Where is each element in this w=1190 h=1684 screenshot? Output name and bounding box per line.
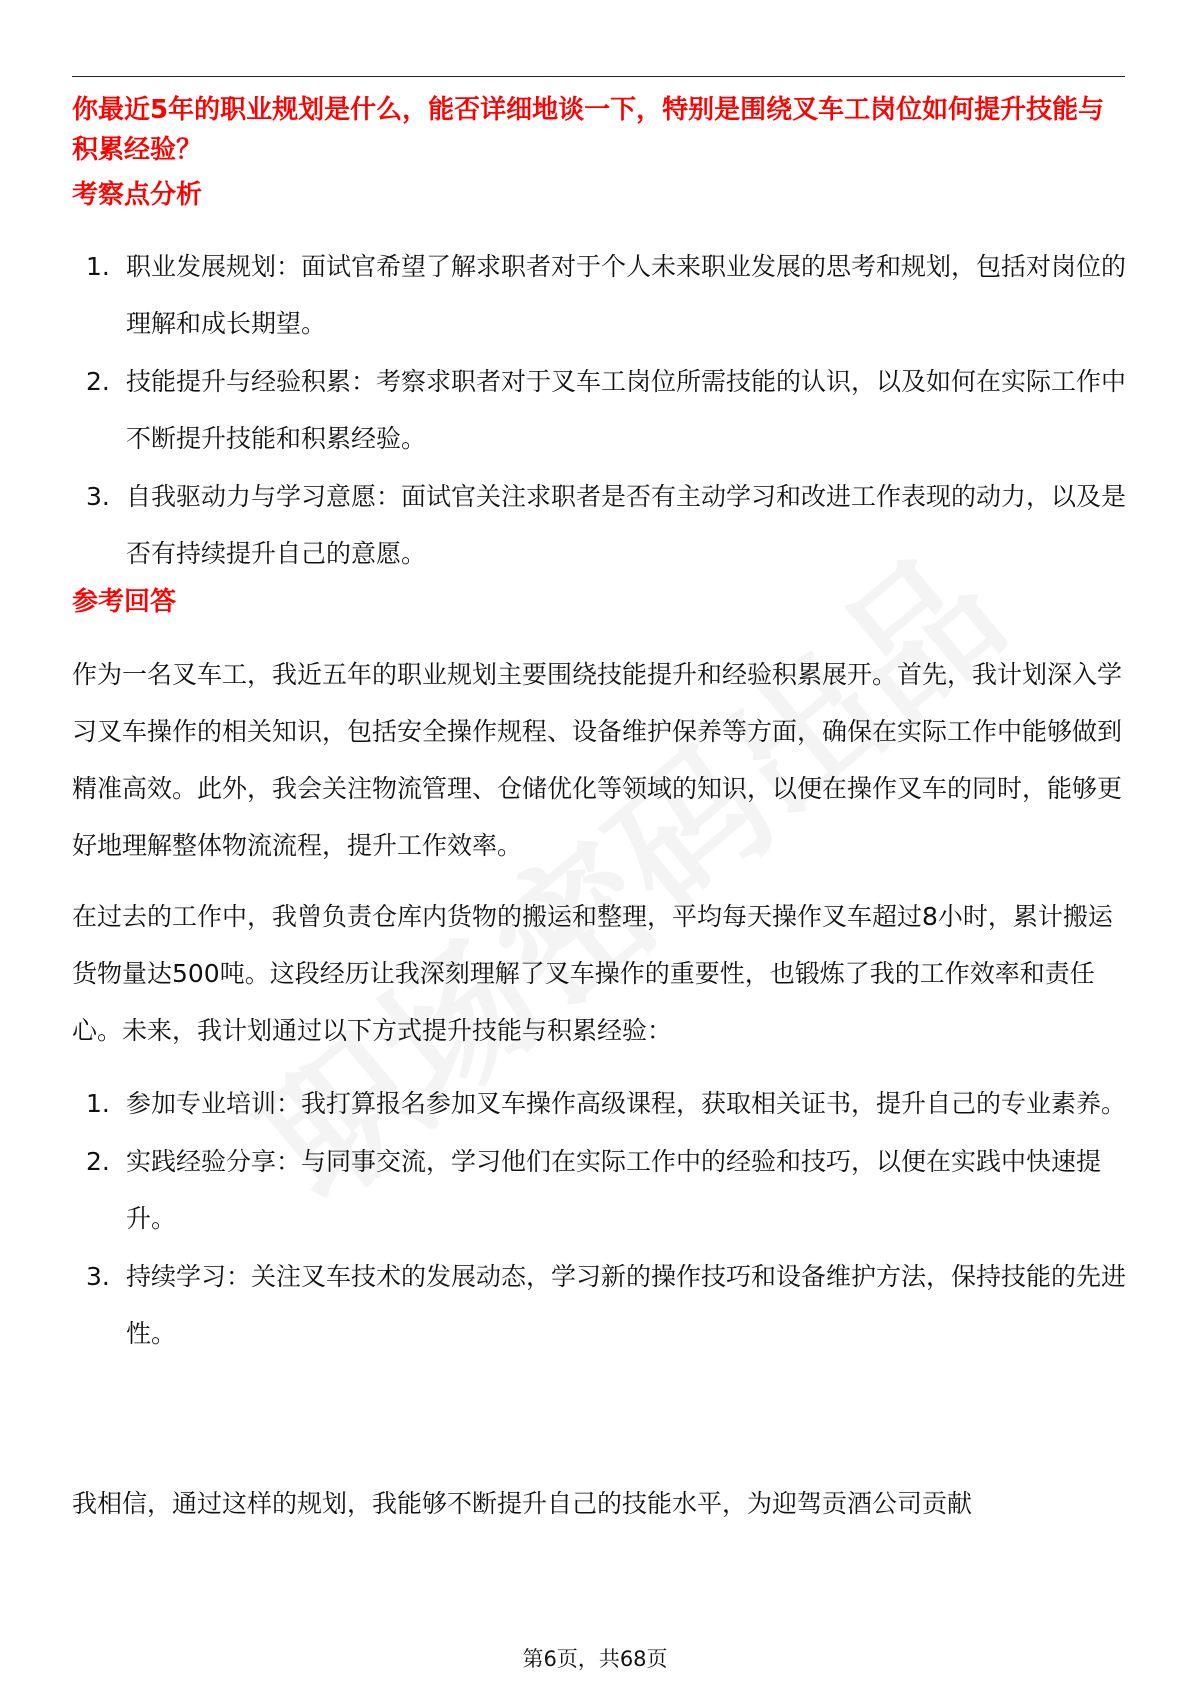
list-number: 3. xyxy=(86,1262,110,1291)
answer-paragraph-1: 作为一名叉车工，我近五年的职业规划主要围绕技能提升和经验积累展开。首先，我计划深入学习叉车操作的相关知识，包括安全操作规程、设备维护保养等方面，确保在实际工作中能够做到精准高效。此外，我会关注物流管理、仓储优化等领域的知识，以便在操作叉车的同时，能够更好地理解整体物流流程，提升工作效率。 xyxy=(72,660,1123,860)
list-number: 1. xyxy=(86,252,110,281)
list-item-text: 实践经验分享：与同事交流，学习他们在实际工作中的经验和技巧，以便在实践中快速提升。 xyxy=(126,1147,1102,1233)
list-item xyxy=(72,1133,1132,1247)
list-item-text: 参加专业培训：我打算报名参加叉车操作高级课程，获取相关证书，提升自己的专业素养。 xyxy=(126,1089,1127,1118)
analysis-heading: 考察点分析 xyxy=(72,180,203,210)
answer-paragraph-2: 在过去的工作中，我曾负责仓库内货物的搬运和整理，平均每天操作叉车超过8小时，累计搬运货物量达500吨。这段经历让我深刻理解了叉车操作的重要性，也锻炼了我的工作效率和责任心。未来，我计划通过以下方式提升技能与积累经验： xyxy=(72,902,1113,1045)
list-item-text: 技能提升与经验积累：考察求职者对于叉车工岗位所需技能的认识，以及如何在实际工作中不断提升技能和积累经验。 xyxy=(126,367,1127,453)
list-item xyxy=(72,468,1132,582)
question-title: 你最近5年的职业规划是什么，能否详细地谈一下，特别是围绕叉车工岗位如何提升技能与积累经验？ xyxy=(72,95,1105,165)
answer-paragraph-3: 我相信，通过这样的规划，我能够不断提升自己的技能水平，为迎驾贡酒公司贡献 xyxy=(72,1489,973,1518)
list-item-text: 持续学习：关注叉车技术的发展动态，学习新的操作技巧和设备维护方法，保持技能的先进性。 xyxy=(126,1262,1127,1348)
list-item-text: 职业发展规划：面试官希望了解求职者对于个人未来职业发展的思考和规划，包括对岗位的理解和成长期望。 xyxy=(126,252,1127,338)
top-divider xyxy=(72,76,1125,77)
list-number: 2. xyxy=(86,1147,110,1176)
list-item xyxy=(72,1248,1132,1362)
list-number: 3. xyxy=(86,482,110,511)
answer-list xyxy=(72,1075,1132,1363)
list-item xyxy=(72,353,1132,467)
analysis-list xyxy=(72,238,1132,583)
list-item xyxy=(72,238,1132,352)
page-number: 第6页，共68页 xyxy=(522,1647,668,1671)
list-number: 2. xyxy=(86,367,110,396)
answer-heading: 参考回答 xyxy=(72,587,177,617)
list-item xyxy=(72,1075,1132,1132)
list-number: 1. xyxy=(86,1089,110,1118)
list-item-text: 自我驱动力与学习意愿：面试官关注求职者是否有主动学习和改进工作表现的动力，以及是否有持续提升自己的意愿。 xyxy=(126,482,1127,568)
